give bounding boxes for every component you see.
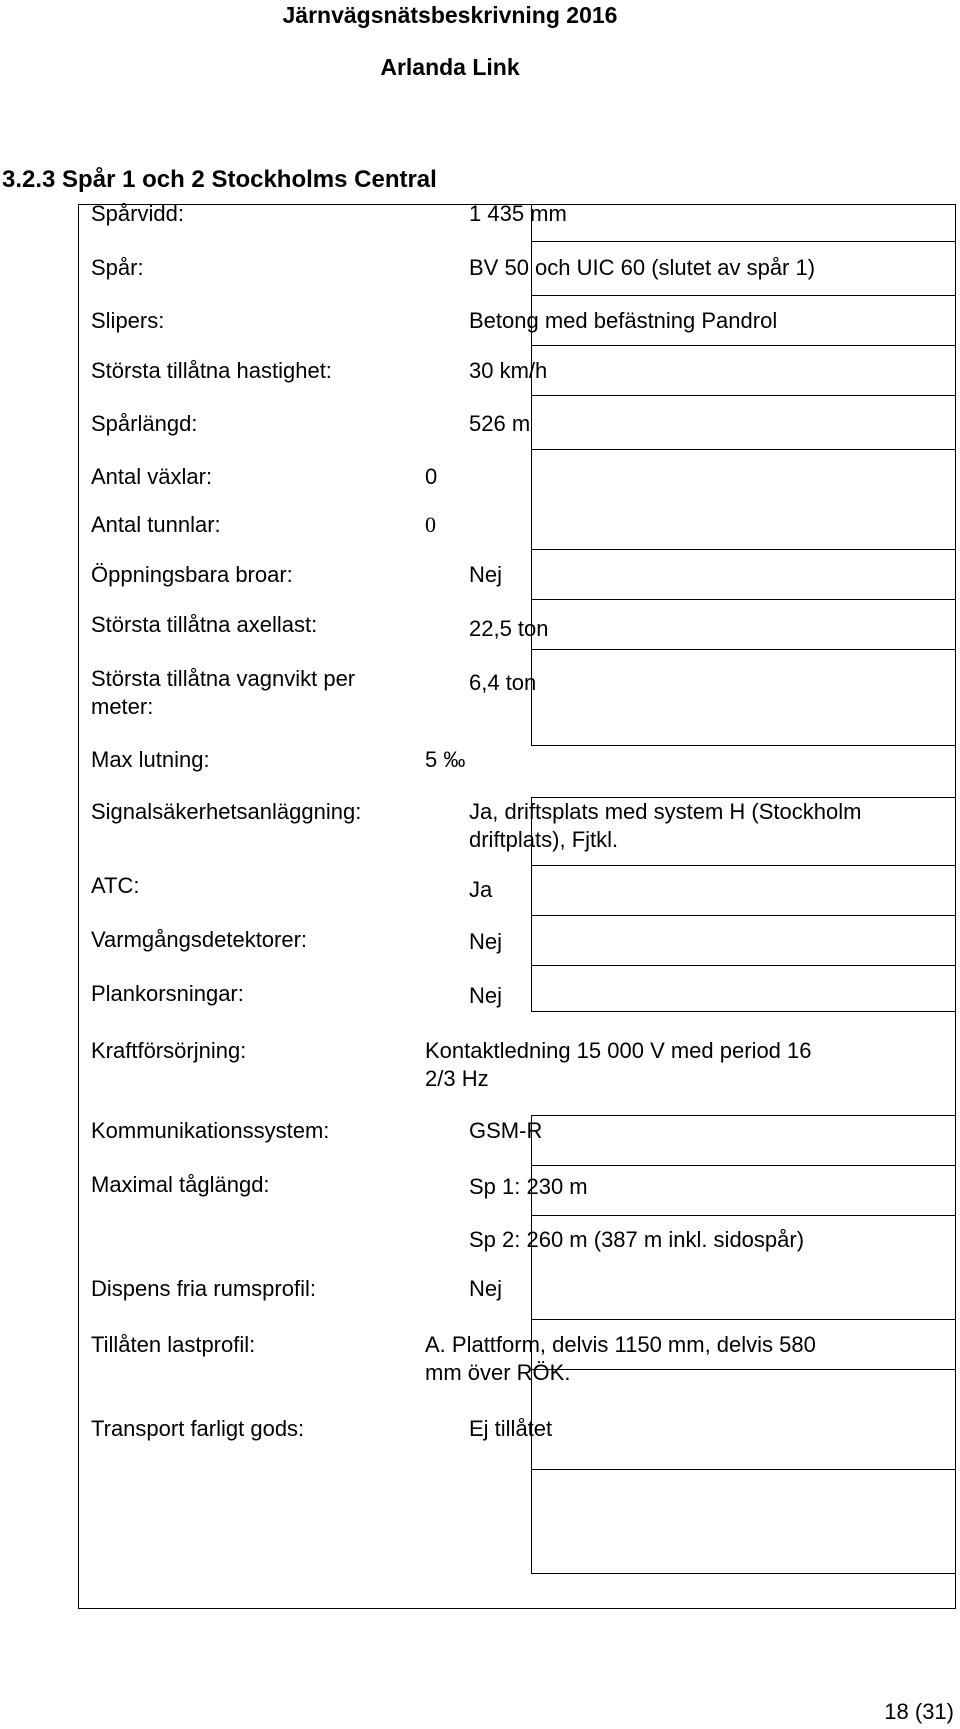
row-label: Spårlängd: (91, 411, 198, 436)
row-label: Största tillåtna axellast: (91, 612, 318, 637)
row-divider (531, 1319, 955, 1320)
row-label: Dispens fria rumsprofil: (91, 1276, 316, 1301)
row-value-line2: mm över RÖK. (425, 1360, 571, 1385)
row-label: ATC: (91, 873, 140, 898)
document-header-title: Järnvägsnätsbeskrivning 2016 (282, 2, 618, 28)
row-value: Nej (469, 983, 503, 1008)
row-value: GSM-R (469, 1118, 543, 1143)
row-divider (531, 295, 955, 296)
row-value: Sp 1: 230 m (469, 1174, 588, 1199)
row-value: Nej (469, 929, 503, 954)
row-divider (531, 965, 955, 966)
row-label: Plankorsningar: (91, 981, 244, 1006)
row-value: A. Plattform, delvis 1150 mm, delvis 580 (425, 1332, 816, 1357)
row-value: 526 m (469, 411, 531, 436)
row-value: Nej (469, 1276, 503, 1301)
row-value: 6,4 ton (469, 670, 537, 695)
row-label: Kommunikationssystem: (91, 1118, 330, 1143)
row-value: Kontaktledning 15 000 V med period 16 (425, 1038, 812, 1063)
page-number: 18 (31) (884, 1699, 954, 1724)
row-label: Maximal tåglängd: (91, 1172, 270, 1197)
row-divider (531, 345, 955, 346)
row-value: 0 (425, 512, 436, 537)
row-label-line2: meter: (91, 694, 154, 719)
row-label: Antal växlar: (91, 464, 213, 489)
row-divider (531, 1215, 955, 1216)
column-divider (531, 549, 532, 745)
row-divider (531, 395, 955, 396)
row-divider (531, 1369, 955, 1370)
row-divider (531, 1165, 955, 1166)
row-label: Spår: (91, 255, 144, 280)
section-title: 3.2.3 Spår 1 och 2 Stockholms Central (2, 166, 437, 193)
row-value: Nej (469, 562, 503, 587)
row-label: Största tillåtna vagnvikt per (91, 666, 356, 691)
row-divider (531, 1573, 955, 1574)
row-divider (531, 865, 955, 866)
row-value-line2: driftplats), Fjtkl. (469, 827, 619, 852)
row-divider (531, 915, 955, 916)
row-divider (531, 449, 955, 450)
row-divider (531, 745, 955, 746)
row-value-line2: 2/3 Hz (425, 1066, 489, 1091)
row-label: Signalsäkerhetsanläggning: (91, 799, 362, 824)
row-divider (531, 1115, 955, 1116)
row-value: 5 ‰ (425, 747, 466, 772)
row-label: Transport farligt gods: (91, 1416, 305, 1441)
row-label: Öppningsbara broar: (91, 562, 293, 587)
row-divider (531, 1469, 955, 1470)
row-value: Ej tillåtet (469, 1416, 553, 1441)
row-divider (531, 241, 955, 242)
row-label: Antal tunnlar: (91, 512, 221, 537)
row-label: Tillåten lastprofil: (91, 1332, 256, 1357)
row-value: 1 435 mm (469, 201, 567, 226)
row-divider (531, 599, 955, 600)
row-value: Ja (469, 877, 493, 902)
row-label: Största tillåtna hastighet: (91, 358, 332, 383)
spec-table (78, 201, 956, 1609)
row-divider (531, 1011, 955, 1012)
row-value: Ja, driftsplats med system H (Stockholm (469, 799, 862, 824)
row-divider (531, 549, 955, 550)
row-value: Betong med befästning Pandrol (469, 308, 778, 333)
row-label: Varmgångsdetektorer: (91, 927, 308, 952)
row-value: 0 (425, 464, 438, 489)
row-value-line2: Sp 2: 260 m (387 m inkl. sidospår) (469, 1227, 805, 1252)
row-value: 30 km/h (469, 358, 548, 383)
row-label: Slipers: (91, 308, 165, 333)
row-label: Max lutning: (91, 747, 210, 772)
document-header-subtitle: Arlanda Link (380, 54, 520, 80)
row-label: Spårvidd: (91, 201, 184, 226)
row-label: Kraftförsörjning: (91, 1038, 247, 1063)
row-value: 22,5 ton (469, 616, 549, 641)
row-divider (531, 649, 955, 650)
row-value: BV 50 och UIC 60 (slutet av spår 1) (469, 255, 816, 280)
